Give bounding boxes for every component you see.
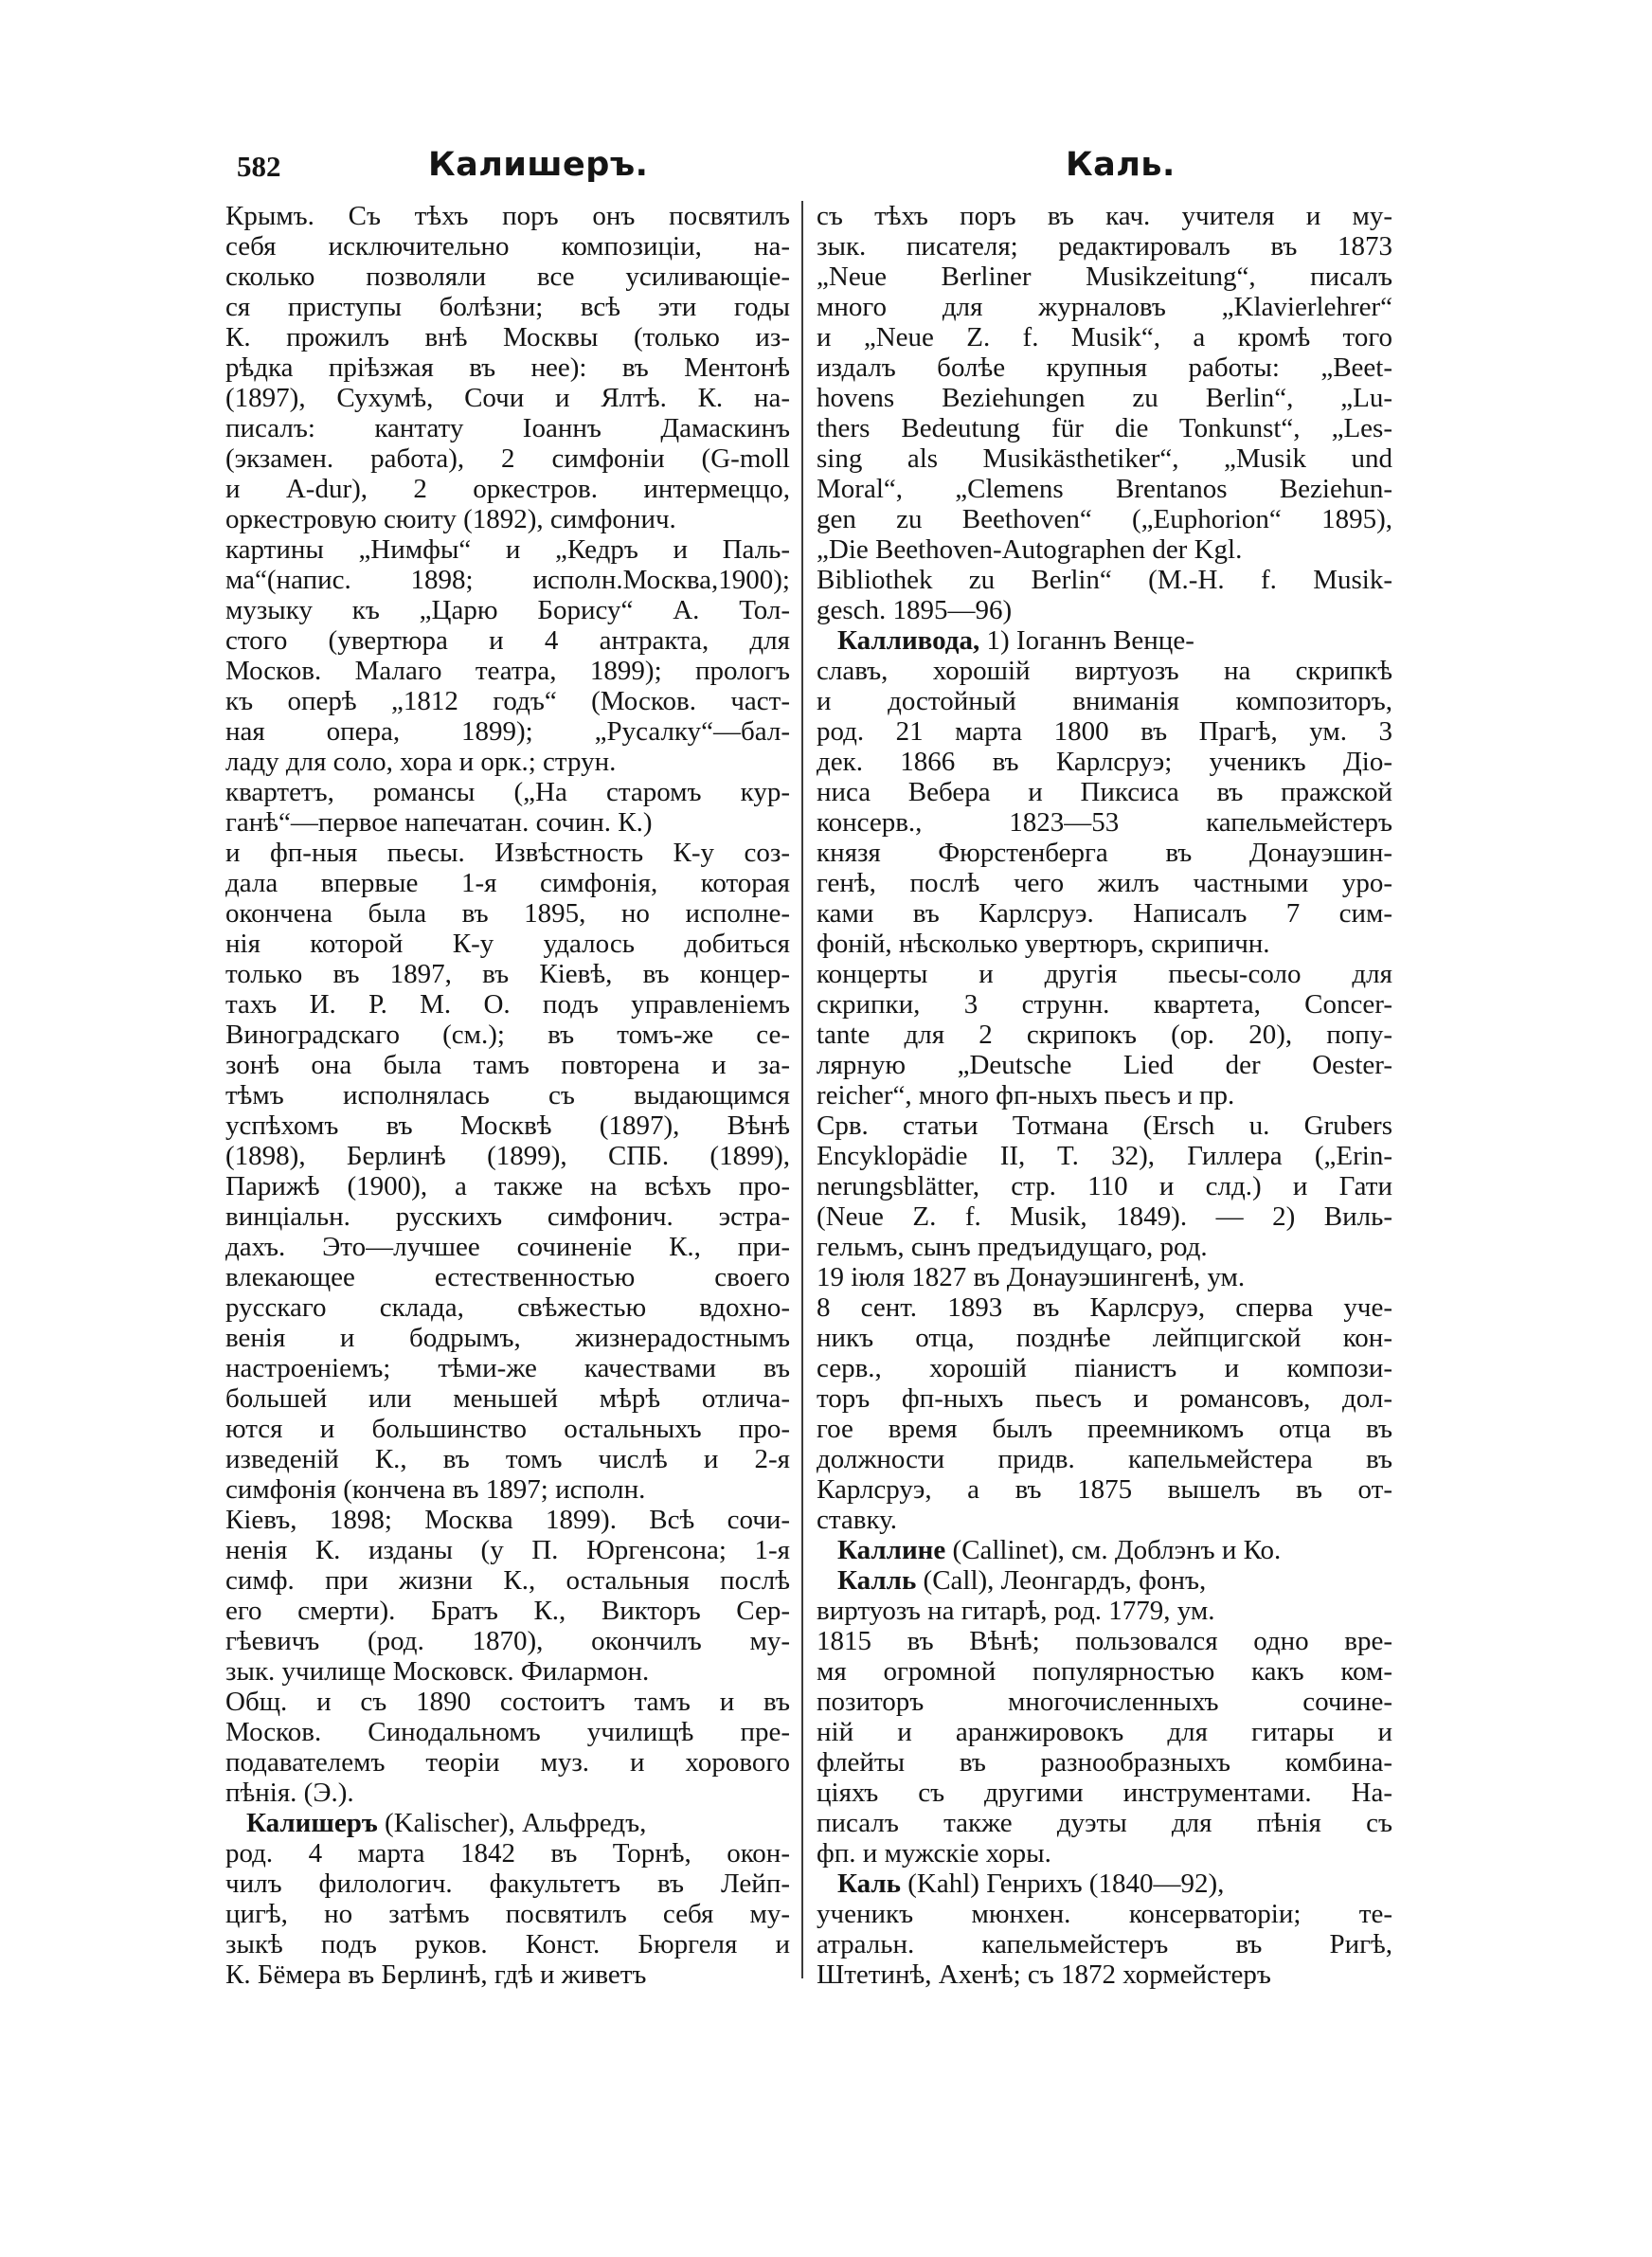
text-line: скрипки, 3 струнн. квартета, Concer- xyxy=(817,989,1392,1020)
text-line: Штетинѣ, Ахенѣ; съ 1872 хормейстеръ xyxy=(817,1959,1271,1990)
text-line: nerungsblätter, стр. 110 и слд.) и Гати xyxy=(817,1171,1392,1201)
text-line: симфонія (кончена въ 1897; исполн. xyxy=(225,1474,646,1505)
text-line: картины „Нимфы“ и „Кедръ и Паль- xyxy=(225,534,790,565)
text-line: Moral“, „Clemens Brentanos Beziehun- xyxy=(817,474,1392,504)
text-line: Парижѣ (1900), а также на всѣхъ про- xyxy=(225,1171,790,1201)
text-line: писалъ также дуэты для пѣнія съ xyxy=(817,1808,1392,1838)
text-line: окончена была въ 1895, но исполне- xyxy=(225,898,790,929)
text-line: ставку. xyxy=(817,1505,897,1535)
text-line: Калишеръ (Kalischer), Альфредъ, xyxy=(246,1808,647,1838)
text-line: gen zu Beethoven“ („Euphorion“ 1895), xyxy=(817,504,1392,534)
text-line: винціальн. русскихъ симфонич. эстра- xyxy=(225,1201,790,1232)
text-line: писалъ: кантату Іоаннъ Дамаскинъ xyxy=(225,413,790,443)
text-line: влекающее естественностью своего xyxy=(225,1262,790,1292)
text-line: нія которой К-у удалось добиться xyxy=(225,929,790,959)
text-line: гое время былъ преемникомъ отца въ xyxy=(817,1414,1392,1444)
text-line: музыку къ „Царю Борису“ А. Тол- xyxy=(225,595,790,625)
text-line: издалъ болѣе крупныя работы: „Beet- xyxy=(817,352,1392,383)
text-line: „Neue Berliner Musikzeitung“, писалъ xyxy=(817,262,1392,292)
text-line: Москов. Малаго театра, 1899); прологъ xyxy=(225,656,790,686)
text-line: ма“(напис. 1898; исполн.Москва,1900); xyxy=(225,565,790,595)
entry-headword: Калль xyxy=(837,1565,917,1596)
text-line: Виноградскаго (см.); въ томъ-же се- xyxy=(225,1020,790,1050)
text-line: лярную „Deutsche Lied der Oester- xyxy=(817,1050,1392,1080)
text-line: къ оперѣ „1812 годъ“ (Москов. част- xyxy=(225,686,790,716)
text-line: флейты въ разнообразныхъ комбина- xyxy=(817,1747,1392,1778)
text-line: Каль (Kahl) Генрихъ (1840—92), xyxy=(837,1869,1225,1899)
text-line: и A-dur), 2 оркестров. интермеццо, xyxy=(225,474,790,504)
text-line: мя огромной популярностью какъ ком- xyxy=(817,1656,1392,1687)
text-line: никъ отца, позднѣе лейпцигской кон- xyxy=(817,1323,1392,1353)
text-line: К. Бёмера въ Берлинѣ, гдѣ и живетъ xyxy=(225,1959,647,1990)
text-line: (Neue Z. f. Musik, 1849). — 2) Виль- xyxy=(817,1201,1392,1232)
text-line: рѣдка пріѣзжая въ нее): въ Ментонѣ xyxy=(225,352,790,383)
text-line: съ тѣхъ поръ въ кач. учителя и му- xyxy=(817,201,1392,231)
text-line: виртуозъ на гитарѣ, род. 1779, ум. xyxy=(817,1596,1215,1626)
text-line: фп. и мужскіе хоры. xyxy=(817,1838,1051,1869)
text-line: tante для 2 скрипокъ (op. 20), попу- xyxy=(817,1020,1392,1050)
text-line: изведеній К., въ томъ числѣ и 2-я xyxy=(225,1444,790,1474)
text-line: симф. при жизни К., остальныя послѣ xyxy=(225,1565,790,1596)
text-line: подавателемъ теоріи муз. и хорового xyxy=(225,1747,790,1778)
text-line: Крымъ. Съ тѣхъ поръ онъ посвятилъ xyxy=(225,201,790,231)
page-number: 582 xyxy=(237,150,281,183)
text-line: ками въ Карлсруэ. Написалъ 7 сим- xyxy=(817,898,1392,929)
text-line: ученикъ мюнхен. консерваторіи; те- xyxy=(817,1899,1392,1929)
running-head xyxy=(0,142,1652,199)
text-line: большей или меньшей мѣрѣ отлича- xyxy=(225,1383,790,1414)
text-line: гѣевичъ (род. 1870), окончилъ му- xyxy=(225,1626,790,1656)
left-running-title: Калишеръ. xyxy=(428,146,649,184)
text-line: успѣхомъ въ Москвѣ (1897), Вѣнѣ xyxy=(225,1110,790,1141)
text-line: и фп-ныя пьесы. Извѣстность К-у соз- xyxy=(225,838,790,868)
left-column xyxy=(225,201,790,1990)
text-line: ціяхъ съ другими инструментами. На- xyxy=(817,1778,1392,1808)
text-line: зык. училище Московск. Филармон. xyxy=(225,1656,650,1687)
text-line: ниса Вебера и Пиксиса въ пражской xyxy=(817,777,1392,807)
right-running-title: Каль. xyxy=(1066,146,1176,184)
text-line: славъ, хорошій виртуозъ на скрипкѣ xyxy=(817,656,1392,686)
entry-headword: Калливода, xyxy=(837,625,980,656)
text-line: атральн. капельмейстеръ въ Ригѣ, xyxy=(817,1929,1392,1959)
text-line: reicher“, много фп-ныхъ пьесъ и пр. xyxy=(817,1080,1235,1110)
text-line: Срв. статьи Тотмана (Ersch u. Grubers xyxy=(817,1110,1392,1141)
entry-headword: Калишеръ xyxy=(246,1808,378,1838)
text-line: себя исключительно композиціи, на- xyxy=(225,231,790,262)
text-line: цигѣ, но затѣмъ посвятилъ себя му- xyxy=(225,1899,790,1929)
text-line: 1815 въ Вѣнѣ; пользовался одно вре- xyxy=(817,1626,1392,1656)
text-line: Общ. и съ 1890 состоитъ тамъ и въ xyxy=(225,1687,790,1717)
right-column xyxy=(817,201,1392,1990)
text-line: (экзамен. работа), 2 симфоніи (G-moll xyxy=(225,443,790,474)
text-line: сколько позволяли все усиливающіе- xyxy=(225,262,790,292)
text-line: sing als Musikästhetiker“, „Musik und xyxy=(817,443,1392,474)
text-line: thers Bedeutung für die Tonkunst“, „Les- xyxy=(817,413,1392,443)
text-line: концерты и другія пьесы-соло для xyxy=(817,959,1392,989)
text-line: стого (увертюра и 4 антракта, для xyxy=(225,625,790,656)
text-line: Москов. Синодальномъ училищѣ пре- xyxy=(225,1717,790,1747)
text-line: Калливода, 1) Іоганнъ Венце- xyxy=(837,625,1194,656)
text-line: 19 іюля 1827 въ Донауэшингенѣ, ум. xyxy=(817,1262,1246,1292)
text-line: (1898), Берлинѣ (1899), СПБ. (1899), xyxy=(225,1141,790,1171)
text-line: только въ 1897, въ Кіевѣ, въ концер- xyxy=(225,959,790,989)
text-line: ются и большинство остальныхъ про- xyxy=(225,1414,790,1444)
text-line: зык. писателя; редактировалъ въ 1873 xyxy=(817,231,1392,262)
entry-headword: Каллине xyxy=(837,1535,946,1565)
text-line: квартетъ, романсы („На старомъ кур- xyxy=(225,777,790,807)
text-line: дахъ. Это—лучшее сочиненіе К., при- xyxy=(225,1232,790,1262)
text-line: и „Neue Z. f. Musik“, а кромѣ того xyxy=(817,322,1392,352)
text-line: гельмъ, сынъ предъидущаго, род. xyxy=(817,1232,1208,1262)
text-line: князя Фюрстенберга въ Донауэшин- xyxy=(817,838,1392,868)
text-line: ній и аранжировокъ для гитары и xyxy=(817,1717,1392,1747)
text-line: чилъ филологич. факультетъ въ Лейп- xyxy=(225,1869,790,1899)
text-line: серв., хорошій піанистъ и компози- xyxy=(817,1353,1392,1383)
text-line: позиторъ многочисленныхъ сочине- xyxy=(817,1687,1392,1717)
text-line: много для журналовъ „Klavierlehrer“ xyxy=(817,292,1392,322)
text-line: (1897), Сухумѣ, Сочи и Ялтѣ. К. на- xyxy=(225,383,790,413)
text-line: оркестровую сюиту (1892), симфонич. xyxy=(225,504,676,534)
text-line: тѣмъ исполнялась съ выдающимся xyxy=(225,1080,790,1110)
text-line: Калль (Call), Леонгардъ, фонъ, xyxy=(837,1565,1207,1596)
text-line: ганѣ“—первое напечатан. сочин. К.) xyxy=(225,807,653,838)
entry-headword: Каль xyxy=(837,1869,902,1899)
text-line: консерв., 1823—53 капельмейстеръ xyxy=(817,807,1392,838)
text-line: пѣнія. (Э.). xyxy=(225,1778,354,1808)
column-divider xyxy=(801,201,803,1978)
text-line: 8 сент. 1893 въ Карлсруэ, сперва уче- xyxy=(817,1292,1392,1323)
text-line: должности придв. капельмейстера въ xyxy=(817,1444,1392,1474)
text-line: настроеніемъ; тѣми-же качествами въ xyxy=(225,1353,790,1383)
text-line: Encyklopädie II, T. 32), Гиллера („Erin- xyxy=(817,1141,1392,1171)
text-line: ся приступы болѣзни; всѣ эти годы xyxy=(225,292,790,322)
text-line: ная опера, 1899); „Русалку“—бал- xyxy=(225,716,790,747)
text-line: торъ фп-ныхъ пьесъ и романсовъ, дол- xyxy=(817,1383,1392,1414)
text-line: Bibliothek zu Berlin“ (M.-H. f. Musik- xyxy=(817,565,1392,595)
text-line: генѣ, послѣ чего жилъ частными уро- xyxy=(817,868,1392,898)
text-line: ладу для соло, хора и орк.; струн. xyxy=(225,747,617,777)
text-line: и достойный вниманія композиторъ, xyxy=(817,686,1392,716)
text-line: фоній, нѣсколько увертюръ, скрипичн. xyxy=(817,929,1270,959)
text-line: gesch. 1895—96) xyxy=(817,595,1013,625)
text-line: его смерти). Братъ К., Викторъ Сер- xyxy=(225,1596,790,1626)
text-line: тахъ И. Р. М. О. подъ управленіемъ xyxy=(225,989,790,1020)
text-line: Карлсруэ, а въ 1875 вышелъ въ от- xyxy=(817,1474,1392,1505)
text-line: венія и бодрымъ, жизнерадостнымъ xyxy=(225,1323,790,1353)
text-line: русскаго склада, свѣжестью вдохно- xyxy=(225,1292,790,1323)
text-line: род. 4 марта 1842 въ Торнѣ, окон- xyxy=(225,1838,790,1869)
text-line: зыкѣ подъ руков. Конст. Бюргеля и xyxy=(225,1929,790,1959)
text-line: Кіевъ, 1898; Москва 1899). Всѣ сочи- xyxy=(225,1505,790,1535)
text-line: hovens Beziehungen zu Berlin“, „Lu- xyxy=(817,383,1392,413)
text-line: род. 21 марта 1800 въ Прагѣ, ум. 3 xyxy=(817,716,1392,747)
text-line: К. прожилъ внѣ Москвы (только из- xyxy=(225,322,790,352)
text-line: „Die Beethoven-Autographen der Kgl. xyxy=(817,534,1243,565)
text-line: ненія К. изданы (у П. Юргенсона; 1-я xyxy=(225,1535,790,1565)
text-line: дек. 1866 въ Карлсруэ; ученикъ Діо- xyxy=(817,747,1392,777)
text-line: зонѣ она была тамъ повторена и за- xyxy=(225,1050,790,1080)
text-line: дала впервые 1-я симфонія, которая xyxy=(225,868,790,898)
text-line: Каллине (Callinet), см. Доблэнъ и Ко. xyxy=(837,1535,1282,1565)
